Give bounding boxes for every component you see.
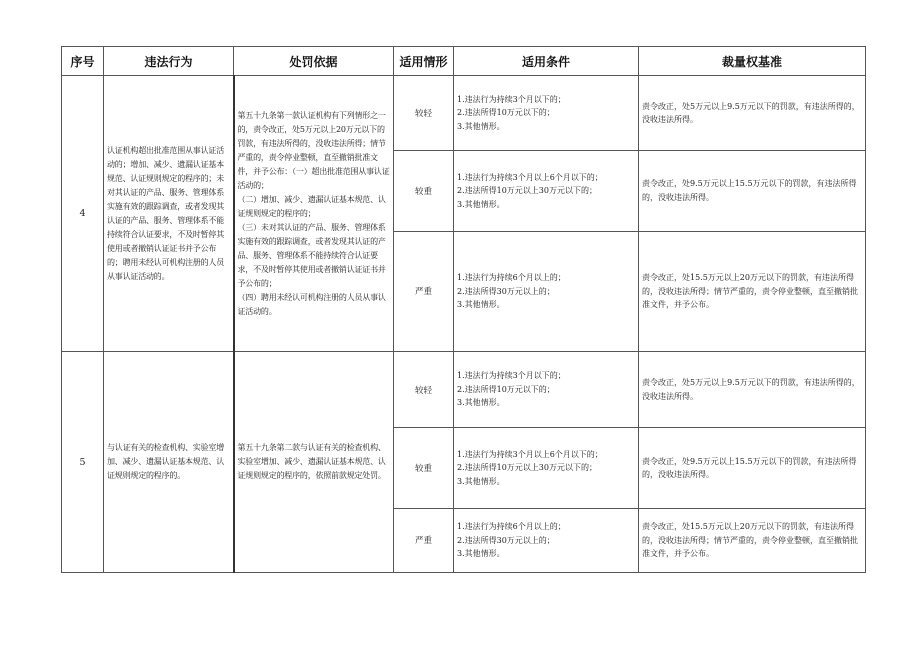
condition-item: 1.违法行为持续3个月以下的； xyxy=(457,371,566,381)
header-violation: 违法行为 xyxy=(104,47,234,76)
condition-item: 1.违法行为持续3个月以下的； xyxy=(457,94,566,104)
conditions-cell xyxy=(454,352,639,428)
conditions-cell xyxy=(454,151,639,231)
condition-item: 1.违法行为持续6个月以上的； xyxy=(457,522,566,532)
level-cell: 较轻 xyxy=(394,76,454,151)
condition-item: 3.其他情形。 xyxy=(457,199,505,209)
condition-item: 3.其他情形。 xyxy=(457,398,505,408)
conditions-cell xyxy=(454,76,639,151)
standard-cell: 责令改正，处9.5万元以上15.5万元以下的罚款，有违法所得的，没收违法所得。 xyxy=(639,151,866,231)
violation-cell: 认证机构超出批准范围从事认证活动的；增加、减少、遗漏认证基本规范、认证规则规定的程序的；未对其认证的产品、服务、管理体系实施有效的跟踪调查，或者发现其认证的产品、服务、管理体系不能持续符合认证要求，不及时暂停其使用或者撤销认证证书并予公布的；聘用未经认可机构注册的人员从事认证活动的。 xyxy=(104,76,234,352)
conditions-cell xyxy=(454,508,639,572)
penalty-standard-table xyxy=(61,46,866,573)
condition-item: 3.其他情形。 xyxy=(457,476,505,486)
condition-item: 3.其他情形。 xyxy=(457,300,505,310)
level-cell: 较重 xyxy=(394,428,454,508)
penalty-basis-cell xyxy=(234,76,394,352)
basis-paragraph: （二）增加、减少、遗漏认证基本规范、认证规则规定的程序的； xyxy=(237,194,386,218)
standard-cell: 责令改正，处15.5万元以上20万元以下的罚款，有违法所得的，没收违法所得；情节严重的，责令停业整顿，直至撤销批准文件，并予公布。 xyxy=(639,231,866,351)
violation-cell: 与认证有关的检查机构、实验室增加、减少、遗漏认证基本规范、认证规则规定的程序的。 xyxy=(104,352,234,573)
table-row xyxy=(62,76,866,151)
condition-item: 1.违法行为持续3个月以上6个月以下的； xyxy=(457,449,603,459)
header-applicable-circumstance: 适用情形 xyxy=(394,47,454,76)
standard-cell: 责令改正，处9.5万元以上15.5万元以下的罚款，有违法所得的，没收违法所得。 xyxy=(639,428,866,508)
basis-paragraph: 第五十九条第一款认证机构有下列情形之一的，责令改正，处5万元以上20万元以下的罚款，有违法所得的，没收违法所得；情节严重的，责令停业整顿，直至撤销批准文件，并予公布：（一）超出批准范围从事认证活动的； xyxy=(237,110,390,190)
level-cell: 严重 xyxy=(394,508,454,572)
condition-item: 2.违法所得10万元以下的； xyxy=(457,108,555,118)
basis-paragraph: （三）未对其认证的产品、服务、管理体系实施有效的跟踪调查，或者发现其认证的产品、服务、管理体系不能持续符合认证要求，不及时暂停其使用或者撤销认证证书并予公布的； xyxy=(237,222,386,288)
standard-cell: 责令改正，处5万元以上9.5万元以下的罚款，有违法所得的，没收违法所得。 xyxy=(639,352,866,428)
basis-paragraph: 第五十九条第二款与认证有关的检查机构、实验室增加、减少、遗漏认证基本规范、认证规则规定的程序的，依照前款规定处罚。 xyxy=(237,443,386,481)
condition-item: 2.违法所得10万元以上30万元以下的； xyxy=(457,186,597,196)
penalty-basis-cell xyxy=(234,352,394,573)
header-row xyxy=(62,47,866,76)
header-penalty-basis: 处罚依据 xyxy=(234,47,394,76)
standard-cell: 责令改正，处5万元以上9.5万元以下的罚款，有违法所得的，没收违法所得。 xyxy=(639,76,866,151)
conditions-cell xyxy=(454,231,639,351)
conditions-cell xyxy=(454,428,639,508)
level-cell: 严重 xyxy=(394,231,454,351)
header-applicable-conditions: 适用条件 xyxy=(454,47,639,76)
standard-cell: 责令改正，处15.5万元以上20万元以下的罚款，有违法所得的，没收违法所得；情节严重的，责令停业整顿，直至撤销批准文件，并予公布。 xyxy=(639,508,866,572)
condition-item: 2.违法所得30万元以上的； xyxy=(457,286,555,296)
condition-item: 3.其他情形。 xyxy=(457,121,505,131)
condition-item: 2.违法所得10万元以下的； xyxy=(457,384,555,394)
condition-item: 2.违法所得30万元以上的； xyxy=(457,535,555,545)
serial-no-cell: 4 xyxy=(62,76,104,352)
header-serial-no: 序号 xyxy=(62,47,104,76)
condition-item: 3.其他情形。 xyxy=(457,549,505,559)
serial-no-cell: 5 xyxy=(62,352,104,573)
table-row xyxy=(62,352,866,428)
level-cell: 较重 xyxy=(394,151,454,231)
basis-paragraph: （四）聘用未经认可机构注册的人员从事认证活动的。 xyxy=(237,292,386,316)
level-cell: 较轻 xyxy=(394,352,454,428)
condition-item: 1.违法行为持续3个月以上6个月以下的； xyxy=(457,172,603,182)
condition-item: 2.违法所得10万元以上30万元以下的； xyxy=(457,463,597,473)
condition-item: 1.违法行为持续6个月以上的； xyxy=(457,273,566,283)
header-discretion-standard: 裁量权基准 xyxy=(639,47,866,76)
